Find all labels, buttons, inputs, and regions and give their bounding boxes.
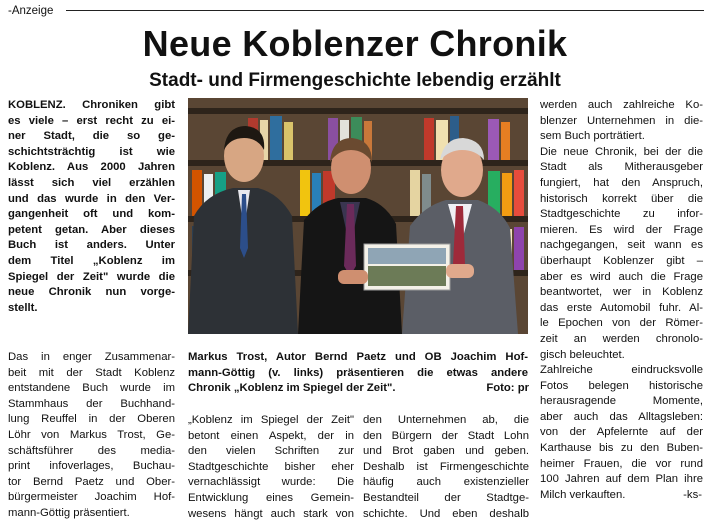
text-line: Löhr von Markus Trost, Ge- [8, 428, 175, 441]
text-line: überhaupt Koblenzer gibt – [540, 254, 703, 267]
text-line: entstandene Buch wurde im [8, 382, 175, 395]
text-line: Chronik „Koblenz im Spiegel der Zeit". [188, 382, 396, 395]
text-line: mann-Göttig (v. links) präsentieren die etwas andere [188, 366, 528, 379]
text-line: häufig auch existenzieller [363, 476, 529, 489]
body-column-3 [363, 413, 529, 522]
text-line: bürgermeister Joachim Hof- [8, 491, 175, 504]
body-column-4 [540, 98, 703, 503]
text-line: blenzer Unternehmen in die- [540, 114, 703, 127]
text-line: Stadtgeschichte zu infor- [540, 208, 703, 221]
text-line: zeit an werden chronolo- [540, 332, 703, 345]
text-line: KOBLENZ. Chroniken gibt [8, 99, 175, 111]
text-line: den Unternehmen ab, die [363, 414, 529, 426]
text-line: Buch ist anders. Unter [8, 239, 175, 252]
intro-paragraph [8, 98, 175, 316]
headline: Neue Koblenzer Chronik [142, 23, 568, 64]
text-line: mieren. Es wird der Frage [540, 223, 703, 236]
text-line: vernachlässigt wurde: Die [188, 476, 354, 489]
author-signature: -ks- [683, 489, 702, 501]
text-line: werden auch zahlreiche Ko- [540, 99, 703, 111]
text-line: von der Apfelernte auf der [540, 426, 703, 439]
article-photo [188, 98, 528, 334]
text-line: Stadtgeschichte bisher eher [188, 460, 354, 473]
text-line: Zahlreiche eindrucksvolle [540, 364, 703, 377]
text-line: beit mit der Stadt Koblenz [8, 366, 175, 379]
text-line: Fotos belegen historische [540, 379, 703, 392]
text-line: neue Chronik nun vorge- [8, 286, 175, 299]
text-line: Milch verkauften. [540, 488, 626, 501]
text-line: wesens hängt auch stark von [188, 507, 354, 520]
text-line: mann-Göttig präsentiert. [8, 506, 130, 519]
text-line: es viele – erst recht zu ei- [8, 114, 175, 127]
subheadline: Stadt- und Firmengeschichte lebendig erzählt [149, 70, 561, 91]
text-line: Koblenz. Aus 2000 Jahren [8, 161, 175, 174]
text-line: gangenheit oft und kom- [8, 208, 175, 221]
text-line: schichte. Und eben deshalb [363, 507, 529, 520]
text-line: 100 Jahren auf dem Plan ihre [540, 473, 703, 486]
text-line: Bestandteil der Stadtge- [363, 491, 529, 504]
body-column-2 [188, 413, 354, 522]
text-line: „Koblenz im Spiegel der Zeit" [188, 414, 354, 426]
text-line: Spiegel der Zeit" wurde die [8, 270, 175, 283]
text-line: dem Titel „Koblenz im [8, 254, 175, 267]
text-line: tor Bernd Paetz und Ober- [8, 475, 175, 488]
text-line: ner Stadt, die so ge- [8, 130, 175, 143]
advertisement-label: -Anzeige [8, 5, 54, 17]
text-line: Stammhaus der Buchhand- [8, 397, 175, 410]
text-line: print infoverlages, Buchau- [8, 460, 175, 473]
photo-illustration [188, 98, 528, 334]
text-line: und das wurde in den Ver- [8, 192, 175, 205]
text-line: lung Reuffel in der Oberen [8, 413, 175, 426]
text-line: Stadt als Mitherausgeber [540, 161, 703, 174]
text-line: schäftsführer des media- [8, 444, 175, 457]
text-line: Karthause bis zu den Buben- [540, 442, 703, 455]
text-line: fungiert, hat den Anspruch, [540, 176, 703, 189]
text-line: Die neue Chronik, bei der die [540, 145, 703, 158]
text-line: Deshalb ist Firmengeschichte [363, 460, 529, 473]
text-line: historisch korrekt über die [540, 192, 703, 205]
text-line: sem Buch porträtiert. [540, 130, 645, 143]
top-rule [66, 10, 704, 11]
text-line: Das in enger Zusammenar- [8, 351, 175, 363]
text-line: aber auch das Alltagsleben: [540, 410, 703, 423]
body-column-1 [8, 350, 175, 522]
text-line: gisch beleuchtet. [540, 348, 625, 361]
text-line: Entwicklung eines Gemein- [188, 491, 354, 504]
text-line: heimer Frauen, die vor rund [540, 457, 703, 470]
text-line: aber es wird auch die Frage [540, 270, 703, 283]
text-line: und Brot gaben und geben. [363, 445, 529, 458]
text-line: beantwortet, wer in Koblenz [540, 286, 703, 299]
text-line: petent getan. Aber dieses [8, 223, 175, 236]
text-line: lässt sich viel erzählen [8, 176, 175, 189]
text-line: den vielen Schriften zur [188, 445, 354, 458]
text-line: nachgegangen, seit wann es [540, 239, 703, 252]
text-line: schichtsträchtig ist wie [8, 145, 175, 158]
text-line: le Epochen von der Römer- [540, 317, 703, 330]
text-line: den Bürgern der Stadt Lohn [363, 429, 529, 442]
photo-caption [188, 350, 528, 397]
text-line: das erste Automobil fuhr. Al- [540, 301, 703, 314]
photo-credit: Foto: pr [486, 382, 529, 394]
text-line: Markus Trost, Autor Bernd Paetz und OB Joachim Hof- [188, 351, 528, 363]
text-line: herausragende Momente, [540, 395, 703, 408]
text-line: stellt. [8, 301, 38, 314]
text-line: betont einen Aspekt, der in [188, 429, 354, 442]
